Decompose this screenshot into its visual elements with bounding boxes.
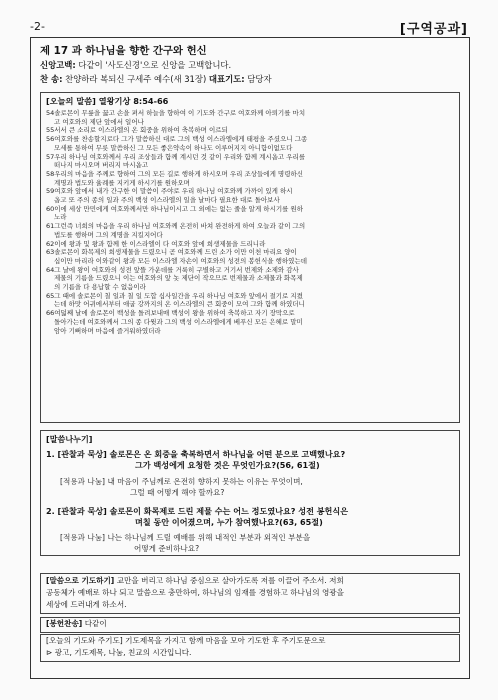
- hymn-label: 찬 송:: [40, 74, 63, 84]
- reading-line: 62이에 왕과 및 왕과 함께 한 이스라엘이 다 여호와 앞에 희생제물을 드리니라: [46, 239, 266, 248]
- question-2: [46, 506, 458, 516]
- reading-line: 의 기름을 다 용납할 수 없음이라: [54, 283, 146, 292]
- reading-line: 64그 날에 왕이 여호와의 성전 앞뜰 가운데를 거룩히 구별하고 거기서 번제와 소제와 감사: [46, 265, 299, 274]
- reading-title: [오늘의 말씀] 열왕기상 8:54-66: [46, 96, 169, 106]
- closing-prayer-text: 교만을 버리고 하나님 중심으로 살아가도록 저를 이끌어 주소서. 저희: [116, 576, 344, 585]
- application-2-text-2: 어떻게 준비하나요?: [134, 544, 200, 553]
- prayer-label: 대표기도:: [208, 74, 245, 84]
- reading-line: 계명과 법도와 율례를 지키게 하시기를 원하오며: [54, 178, 190, 187]
- reading-line: 58우리의 마음을 주께로 향하여 그의 모든 길로 행하게 하시오며 우리 조상들에게 명령하신: [46, 169, 304, 178]
- reading-line: 십이만 마리라 이와같이 왕과 모든 이스라엘 자손이 여호와의 성전의 봉헌식을 행하였는데: [54, 256, 307, 265]
- dismissal-text: 다같이: [84, 619, 107, 628]
- offering-line-2: ⊳ 광고, 기도제목, 나눔, 친교의 시간입니다.: [46, 648, 192, 657]
- reading-text: [46, 109, 454, 335]
- offering-line-1: [오늘의 기도와 주기도] 기도제목을 가지고 함께 마음을 모아 기도한 후 주기도문으로: [46, 636, 326, 645]
- application-1-text-2: 그럴 때 어떻게 해야 할까요?: [130, 488, 225, 497]
- confession-text: 다같이 '사도신경'으로 신앙을 고백합니다.: [78, 60, 232, 70]
- reading-line: 노라: [54, 213, 67, 222]
- prayer-text: 담당자: [247, 74, 272, 84]
- reading-line: 57우리 하나님 여호와께서 우리 조상들과 함께 계시던 것 같이 우리와 함께 계시옵고 우리를: [46, 152, 306, 161]
- closing-prayer-line-2: 공동체가 예배로 하나 되고 말씀으로 충만하여, 하나님의 임재를 경험하고 하나님의 영광을: [46, 588, 344, 597]
- reading-line: 제물의 기름을 드렸으니 이는 여호와의 앞 놋 제단이 작으므로 번제물과 소제물과 화목제: [54, 274, 303, 283]
- question-2-label: 2. [관찰과 묵상]: [46, 506, 107, 516]
- question-1-text-2: 그가 백성에게 요청한 것은 무엇인가요?(56, 61절): [135, 460, 320, 470]
- closing-prayer-line-3: 세상에 드러내게 하소서.: [46, 600, 127, 609]
- reading-line: 모세를 통하여 무릇 말씀하신 그 모든 좋은약속이 하나도 이루어지지 아니함이없도다: [54, 143, 293, 152]
- hymn-line: [40, 74, 458, 84]
- closing-prayer-line-1: [46, 576, 458, 586]
- hymn-text: 찬양하라 복되신 구세주 예수(새 31장): [65, 74, 207, 84]
- discussion-title: [말씀나누기]: [46, 434, 93, 444]
- reading-line: 암아 기뻐하며 마음에 즐거워하였더라: [54, 326, 161, 335]
- reading-line: 법도를 행하며 그의 계명을 지킬지어다: [54, 230, 163, 239]
- application-1: [60, 477, 458, 487]
- application-2-label: [적용과 나눔]: [60, 533, 106, 542]
- dismissal-label: [봉헌찬송]: [46, 619, 83, 628]
- application-1-text: 내 마음이 주님께로 온전히 향하지 못하는 이유는 무엇이며,: [107, 477, 303, 486]
- reading-line: 떠나지 마시오며 버리지 마시옵고: [54, 161, 149, 170]
- question-1: [46, 449, 458, 459]
- reading-line: 돌아가는데 여호와께서 그의 종 다윗과 그의 백성 이스라엘에게 베푸신 모든 은혜로 말미: [54, 317, 303, 326]
- confession-line: [40, 60, 458, 70]
- reading-line: 63솔로몬이 화목제의 희생제물을 드렸으니 곧 여호와께 드린 소가 이만 이천 마리요 양이: [46, 248, 297, 257]
- reading-line: 61그런즉 너희의 마음을 우리 하나님 여호와께 온전히 바쳐 완전하게 하여 오늘과 같이 그의: [46, 222, 306, 231]
- reading-line: 옵고 또 주의 종의 일과 주의 백성 이스라엘의 일을 날마다 필요한 대로 돌아보사: [54, 196, 280, 205]
- reading-line: 65그 때에 솔로몬이 칠 일과 칠 일 도합 십사일간을 우리 하나님 여호와 앞에서 절기로 지켰: [46, 291, 303, 300]
- question-1-text: 솔로몬은 온 회중을 축복하면서 하나님을 어떤 분으로 고백했나요?: [109, 449, 346, 459]
- reading-line: 56여호와를 찬송할지로다 그가 말씀하신 대로 그의 백성 이스라엘에게 태평을 주셨으니 그종: [46, 135, 308, 144]
- application-1-label: [적용과 나눔]: [60, 477, 106, 486]
- reading-line: 54솔로몬이 무릎을 꿇고 손을 펴서 하늘을 향하여 이 기도와 간구로 여호와께 아뢰기를 마치: [46, 109, 306, 117]
- page-number: -2-: [30, 20, 45, 33]
- reading-line: 55서서 큰 소리로 이스라엘의 온 회중을 위하여 축복하며 이르되: [46, 126, 228, 135]
- lesson-title: 제 17 과 하나님을 향한 간구와 헌신: [40, 45, 207, 57]
- reading-line: 59여호와 앞에서 내가 간구한 이 말씀이 주야로 우리 하나님 여호와께 가까이 있게 하시: [46, 187, 293, 196]
- reading-line: 60이에 세상 만민에게 여호와께서만 하나님이시고 그 외에는 없는 줄을 알게 하시기를 원하: [46, 204, 304, 213]
- closing-prayer-label: [말씀으로 기도하기]: [46, 576, 115, 585]
- reading-line: 는데 하맛 어귀에서부터 애굽 강까지의 온 이스라엘의 큰 회중이 모여 그와 함께 하였더니: [54, 300, 305, 309]
- reading-line: 66여덟째 날에 솔로몬이 백성을 돌려보내매 백성이 왕을 위하여 축복하고 자기 장막으로: [46, 309, 295, 318]
- question-2-text-2: 며칠 동안 이어졌으며, 누가 참여했나요?(63, 65절): [135, 517, 323, 527]
- dismissal-line: [46, 619, 458, 629]
- question-1-label: 1. [관찰과 묵상]: [46, 449, 107, 459]
- application-2: [60, 533, 458, 543]
- reading-line: 고 여호와의 제단 앞에서 일어나: [54, 117, 144, 126]
- application-2-text: 나는 하나님께 드릴 예배를 위해 내적인 부분과 외적인 부분을: [107, 533, 311, 542]
- confession-label: 신앙고백:: [40, 60, 76, 70]
- question-2-text: 솔로몬이 화목제로 드린 제물 수는 어느 정도였나요? 성전 봉헌식은: [109, 506, 349, 516]
- section-label: [구역공과]: [399, 22, 468, 37]
